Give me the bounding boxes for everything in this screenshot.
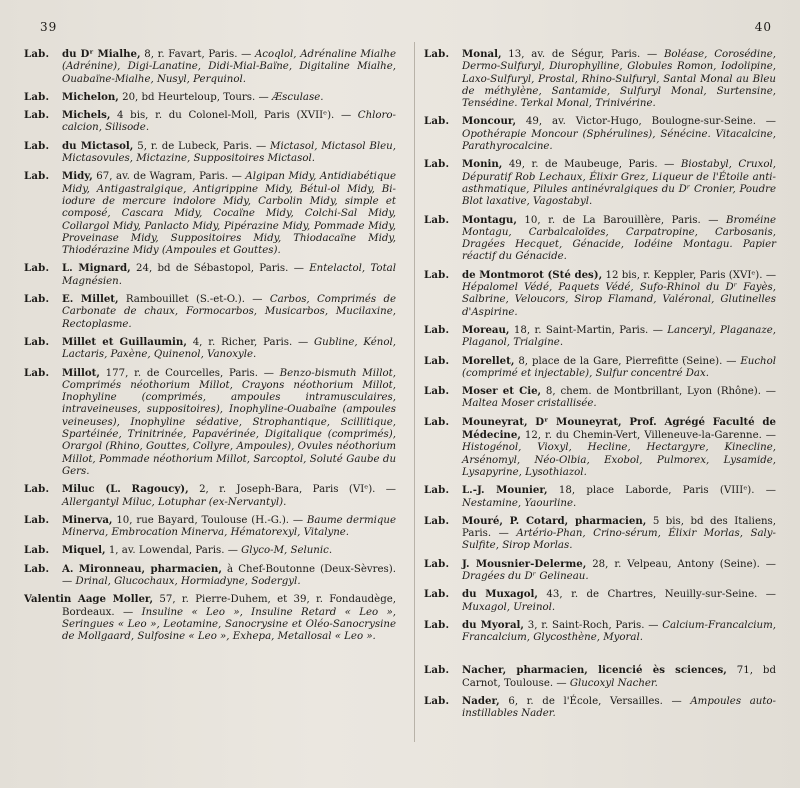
lab-address: 10, r. de La Barouillère, Paris. — bbox=[516, 214, 726, 226]
lab-address: 20, bd Heurteloup, Tours. — bbox=[118, 91, 272, 103]
entry-lab-prefix: Lab. bbox=[424, 664, 450, 677]
lab-name: Midy, bbox=[62, 170, 93, 183]
directory-entry bbox=[424, 214, 776, 264]
lab-address: 57, r. Pierre-Duhem, et 39, r. Fondaudège, Bordeaux. — bbox=[62, 594, 396, 618]
lab-address: 4 bis, r. du Colonel-Moll, Paris (XVIIᵉ). — bbox=[110, 110, 358, 122]
lab-name: Millot, bbox=[62, 366, 100, 379]
page-number-right: 40 bbox=[754, 20, 772, 34]
entry-lab-prefix: Lab. bbox=[424, 48, 450, 60]
product-list: Nestamine, Yaourline. bbox=[462, 497, 577, 509]
lab-address: 13, av. de Ségur, Paris. — bbox=[501, 49, 664, 60]
product-list: Drinal, Glucochaux, Hormiadyne, Sodergyl. bbox=[75, 575, 301, 587]
entry-text bbox=[62, 140, 396, 166]
entry-lab-prefix: Lab. bbox=[24, 562, 50, 575]
directory-entry bbox=[24, 593, 396, 643]
entry-text bbox=[62, 367, 396, 479]
lab-address: 177, r. de Courcelles, Paris. — bbox=[99, 367, 280, 379]
directory-entry bbox=[424, 588, 776, 614]
entry-lab-prefix: Lab. bbox=[424, 588, 450, 601]
product-list: Mictasol, Mictasol Bleu, Mictasovules, Mictazine, Suppositoires Mictasol. bbox=[62, 140, 396, 165]
entry-text bbox=[62, 109, 396, 135]
lab-address: 18, place Laborde, Paris (VIIIᵉ). — bbox=[547, 485, 776, 497]
lab-name: Minerva, bbox=[62, 513, 113, 526]
entry-text bbox=[462, 588, 776, 614]
entry-text bbox=[462, 664, 776, 690]
lab-name: Valentin Aage Moller, bbox=[24, 593, 154, 606]
lab-name: Moncour, bbox=[462, 115, 517, 128]
lab-name: Miluc (L. Ragoucy), bbox=[62, 483, 189, 496]
entry-lab-prefix: Lab. bbox=[424, 268, 450, 281]
product-list: Broméine Montagu, Carbalcaloïdes, Carpatropine, Carbosanis, Dragées Hecquet, Génacide, Iodéine Montagu. Papier réactif du Génacide. bbox=[462, 214, 776, 263]
directory-entry bbox=[24, 48, 396, 86]
lab-name: du Muxagol, bbox=[462, 588, 538, 601]
right-column bbox=[424, 48, 776, 726]
lab-name: du Myoral, bbox=[462, 618, 524, 631]
product-list: Acoqlol, Adrénaline Mialhe (Adrénine), Digi-Lanatine, Didi-Mial-Baïne, Digitaline Mialhe, Ouabaïne-Mialhe, Nusyl, Perquinol. bbox=[62, 49, 396, 85]
directory-entry bbox=[424, 158, 776, 208]
lab-name: Montagu, bbox=[462, 213, 517, 226]
lab-name: Millet et Guillaumin, bbox=[62, 335, 187, 348]
directory-entry bbox=[24, 514, 396, 540]
entry-lab-prefix: Lab. bbox=[24, 139, 50, 152]
lab-name: de Montmorot (Sté des), bbox=[462, 268, 603, 281]
lab-address: 10, rue Bayard, Toulouse (H.-G.). — bbox=[112, 514, 307, 526]
entry-text bbox=[62, 91, 396, 104]
lab-address: 12 bis, r. Keppler, Paris (XVIᵉ). — bbox=[602, 269, 777, 281]
lab-name: Michelon, bbox=[62, 90, 119, 103]
entry-lab-prefix: Lab. bbox=[424, 557, 450, 570]
directory-entry bbox=[424, 695, 776, 721]
directory-entry bbox=[424, 515, 776, 553]
product-list: Dragées du Dʳ Gelineau. bbox=[462, 570, 589, 582]
entry-lab-prefix: Lab. bbox=[24, 544, 50, 557]
column-divider bbox=[414, 42, 415, 742]
directory-entry bbox=[24, 336, 396, 362]
lab-name: E. Millet, bbox=[62, 293, 119, 306]
lab-name: L. Mignard, bbox=[62, 262, 131, 275]
directory-entry bbox=[424, 619, 776, 645]
directory-entry bbox=[424, 416, 776, 479]
entry-text bbox=[62, 483, 396, 509]
lab-address: 49, r. de Maubeuge, Paris. — bbox=[502, 159, 681, 171]
entry-lab-prefix: Lab. bbox=[24, 366, 50, 379]
entry-text bbox=[462, 48, 776, 110]
product-list: Glyco-M, Selunic. bbox=[241, 545, 333, 557]
lab-address: 12, r. du Chemin-Vert, Villeneuve-la-Garenne. — bbox=[520, 430, 776, 442]
directory-entry bbox=[24, 544, 396, 557]
directory-entry bbox=[424, 115, 776, 153]
directory-entry bbox=[24, 563, 396, 589]
entry-lab-prefix: Lab. bbox=[24, 483, 50, 496]
lab-address: 6, r. de l'École, Versailles. — bbox=[499, 696, 691, 708]
entry-text bbox=[62, 48, 396, 86]
entry-text bbox=[62, 170, 396, 257]
entry-text bbox=[462, 269, 776, 319]
lab-address: 28, r. Velpeau, Antony (Seine). — bbox=[586, 558, 776, 570]
product-list: Algipan Midy, Antidiabétique Midy, Antigastralgique, Antigrippine Midy, Bétul-ol Midy, Bi-iodure de mercure indolore Midy, Carbolin Midy, simple et composé, Cascara Midy, Cocaïne Midy, Colchi-Sal Midy, Collargol Midy, Panlacto Midy, Pipérazine Midy, Pommade Midy, Proveinase Midy, Suppositoires Midy, Thiodacaïne Midy, Thiodérazine Midy (Ampoules et Gouttes). bbox=[62, 171, 396, 257]
product-list: Gubline, Kénol, Lactaris, Paxène, Quinenol, Vanoxyle. bbox=[62, 336, 396, 361]
entry-lab-prefix: Lab. bbox=[424, 115, 450, 128]
lab-address: 8, chem. de Montbrillant, Lyon (Rhône). — bbox=[541, 386, 776, 398]
entry-lab-prefix: Lab. bbox=[424, 213, 450, 226]
product-list: Carbos, Comprimés de Carbonate de chaux, Formocarbos, Musicarbos, Mucilaxine, Rectoplasme. bbox=[62, 294, 397, 330]
directory-entry bbox=[24, 91, 396, 104]
lab-address: 18, r. Saint-Martin, Paris. — bbox=[509, 324, 668, 336]
directory-entry bbox=[424, 484, 776, 510]
entry-lab-prefix: Lab. bbox=[24, 513, 50, 526]
entry-lab-prefix: Lab. bbox=[424, 618, 450, 631]
entry-lab-prefix: Lab. bbox=[424, 354, 450, 367]
lab-address: 1, av. Lowendal, Paris. — bbox=[105, 545, 242, 557]
lab-address: 49, av. Victor-Hugo, Boulogne-sur-Seine. — bbox=[516, 116, 776, 128]
lab-name: Mouneyrat, Dʳ Mouneyrat, Prof. Agrégé Faculté de Médecine, bbox=[462, 415, 776, 442]
product-list: Benzo-bismuth Millot, Comprimés néothorium Millot, Crayons néothorium Millot, Inophyline (comprimés, ampoules intramusculaires, intraveineuses, suppositoires), Inophyline-Ouabaïne (ampoules veineuses), Inophyline sédative, Strophantique, Scillitique, Spartéinée, Trinitrinée, Papavérinée, Digitalique (comprimés), Orargol (Rhino, Gouttes, Collyre, Ampoules), Ovules néothorium Millot, Pommade néothorium Millot, Sarcoptol, Soluté Gaube du Gers. bbox=[62, 367, 396, 477]
lab-address: 2, r. Joseph-Bara, Paris (VIᵉ). — bbox=[188, 484, 396, 496]
left-column bbox=[24, 48, 396, 648]
product-list: Lanceryl, Plaganaze, Plaganol, Trialgine. bbox=[462, 324, 777, 349]
lab-address: à Chef-Boutonne (Deux-Sèvres). — bbox=[62, 563, 396, 587]
directory-entry bbox=[424, 355, 776, 381]
entry-lab-prefix: Lab. bbox=[424, 695, 450, 708]
lab-name: Moser et Cie, bbox=[462, 385, 542, 398]
product-list: Æsculase. bbox=[271, 91, 324, 103]
lab-address: 67, av. de Wagram, Paris. — bbox=[92, 171, 246, 183]
lab-name: Moreau, bbox=[462, 323, 510, 336]
lab-address: 4, r. Richer, Paris. — bbox=[186, 336, 315, 348]
directory-entry bbox=[24, 262, 396, 288]
lab-name: Mouré, P. Cotard, pharmacien, bbox=[462, 514, 647, 527]
entry-text bbox=[462, 484, 776, 510]
entry-text bbox=[24, 593, 396, 643]
lab-name: L.-J. Mounier, bbox=[462, 484, 548, 497]
lab-name: A. Mironneau, pharmacien, bbox=[62, 562, 222, 575]
entry-text bbox=[462, 355, 776, 381]
entry-text bbox=[62, 514, 396, 540]
directory-entry bbox=[424, 558, 776, 584]
product-list: Artério-Phan, Crino-sérum, Élixir Morlas, Saly-Sulfite, Sirop Morlas. bbox=[462, 528, 776, 552]
entry-lab-prefix: Lab. bbox=[424, 385, 450, 398]
lab-address: 5, r. de Lubeck, Paris. — bbox=[133, 140, 271, 152]
entry-text bbox=[462, 158, 776, 208]
entry-text bbox=[462, 695, 776, 721]
entry-text bbox=[462, 619, 776, 645]
lab-name: Morellet, bbox=[462, 354, 515, 367]
entry-text bbox=[62, 563, 396, 589]
entry-text bbox=[62, 544, 396, 557]
lab-name: Monin, bbox=[462, 158, 503, 171]
entry-text bbox=[462, 558, 776, 584]
directory-entry bbox=[424, 269, 776, 319]
entry-text bbox=[462, 115, 776, 153]
directory-entry bbox=[24, 109, 396, 135]
product-list: Biostabyl, Cruxol, Dépuratif Rob Lechaux, Élixir Grez, Liqueur de l'Étoile anti-asthmatique, Pilules antinévralgiques du Dʳ Cronier, Poudre Blot laxative, Vagostabyl. bbox=[462, 159, 776, 208]
entry-text bbox=[462, 515, 776, 553]
product-list: Calcium-Francalcium, Francalcium, Glycosthène, Myoral. bbox=[462, 619, 776, 644]
lab-address: 5 bis, bd des Italiens, Paris. — bbox=[462, 515, 776, 540]
product-list: Histogénol, Vioxyl, Hecline, Hectargyre, Kinecline, Arsénomyl, Néo-Olbia, Exobol, Pulmorex, Lysamide, Lysapyrine, Lysothiazol. bbox=[462, 442, 776, 478]
directory-entry bbox=[24, 170, 396, 257]
product-list: Glucoxyl Nacher. bbox=[569, 677, 658, 689]
lab-address: Rambouillet (S.-et-O.). — bbox=[118, 294, 270, 306]
entry-text bbox=[62, 262, 396, 288]
lab-address: 24, bd de Sébastopol, Paris. — bbox=[130, 263, 310, 275]
directory-entry bbox=[24, 483, 396, 509]
directory-entry bbox=[24, 293, 396, 331]
entry-text bbox=[462, 214, 776, 264]
entry-lab-prefix: Lab. bbox=[424, 514, 450, 527]
lab-name: Monal, bbox=[462, 48, 502, 60]
product-list: Opothérapie Moncour (Sphérulines), Sénécine. Vitacalcine, Parathyrocalcine. bbox=[462, 128, 776, 153]
entry-lab-prefix: Lab. bbox=[424, 484, 450, 497]
entry-lab-prefix: Lab. bbox=[424, 415, 450, 428]
directory-entry bbox=[24, 140, 396, 166]
product-list: Entelactol, Total Magnésien. bbox=[62, 263, 396, 287]
product-list: Boléase, Corosédine, Dermo-Sulfuryl, Diurophylline, Globules Romon, Iodolipine, Laxo-Sulfuryl, Prostal, Rhino-Sulfuryl, Santal Monal au Bleu de méthylène, Santamide, Sulfuryl Monal, Surtensine, Tensédine. Terkal Monal, Trinivérine. bbox=[462, 49, 776, 110]
lab-address: 71, bd Carnot, Toulouse. — bbox=[462, 665, 776, 689]
lab-name: Nader, bbox=[462, 695, 500, 708]
lab-name: Michels, bbox=[62, 109, 111, 122]
entry-lab-prefix: Lab. bbox=[24, 335, 50, 348]
directory-entry bbox=[424, 48, 776, 110]
directory-entry bbox=[424, 664, 776, 690]
lab-address: 8, place de la Gare, Pierrefitte (Seine). — bbox=[514, 355, 741, 367]
entry-text bbox=[62, 293, 396, 331]
entry-text bbox=[462, 324, 776, 350]
lab-name: du Mictasol, bbox=[62, 139, 134, 152]
directory-entry bbox=[24, 367, 396, 479]
entry-text bbox=[462, 416, 776, 479]
product-list: Insuline « Leo », Insuline Retard « Leo », Seringues « Leo », Leotamine, Sanocrysine et Oléo-Sanocrysine de Mollgaard, Sulfosine « Leo », Exhepa, Metallosal « Leo ». bbox=[62, 606, 397, 643]
product-list: Muxagol, Ureinol. bbox=[462, 601, 556, 613]
entry-lab-prefix: Lab. bbox=[24, 48, 50, 60]
lab-name: Miquel, bbox=[62, 544, 106, 557]
product-list: Allergantyl Miluc, Lotuphar (ex-Nervantyl). bbox=[62, 496, 287, 508]
entry-lab-prefix: Lab. bbox=[24, 90, 50, 103]
lab-name: Nacher, pharmacien, licencié ès sciences, bbox=[462, 664, 727, 677]
product-list: Chloro-calcion, Silisode. bbox=[62, 110, 396, 134]
lab-name: du Dʳ Mialhe, bbox=[62, 48, 141, 60]
entry-lab-prefix: Lab. bbox=[24, 109, 50, 122]
product-list: Baume dermique Minerva, Embrocation Minerva, Hématorexyl, Vitalyne. bbox=[62, 514, 396, 539]
product-list: Euchol (comprimé et injectable), Sulfur concentré Dax. bbox=[462, 355, 776, 379]
entry-lab-prefix: Lab. bbox=[24, 262, 50, 275]
page-number-left: 39 bbox=[40, 20, 58, 34]
entry-text bbox=[62, 336, 396, 362]
directory-entry bbox=[424, 324, 776, 350]
lab-name: J. Mousnier-Delerme, bbox=[462, 557, 587, 570]
entry-lab-prefix: Lab. bbox=[24, 170, 50, 183]
entry-text bbox=[462, 385, 776, 411]
lab-address: 8, r. Favart, Paris. — bbox=[140, 49, 255, 60]
directory-entry bbox=[424, 385, 776, 411]
lab-address: 3, r. Saint-Roch, Paris. — bbox=[523, 619, 663, 631]
entry-lab-prefix: Lab. bbox=[24, 293, 50, 306]
product-list: Ampoules auto-instillables Nader. bbox=[462, 696, 776, 720]
entry-lab-prefix: Lab. bbox=[424, 158, 450, 171]
product-list: Maltea Moser cristallisée. bbox=[462, 398, 597, 410]
lab-address: 43, r. de Chartres, Neuilly-sur-Seine. — bbox=[537, 589, 776, 601]
product-list: Hépalomel Védé, Paquets Védé, Sufo-Rhinol du Dʳ Fayès, Salbrine, Veloucors, Sirop Flamand, Valéronal, Glutinelles d'Aspirine. bbox=[462, 282, 776, 318]
entry-lab-prefix: Lab. bbox=[424, 323, 450, 336]
